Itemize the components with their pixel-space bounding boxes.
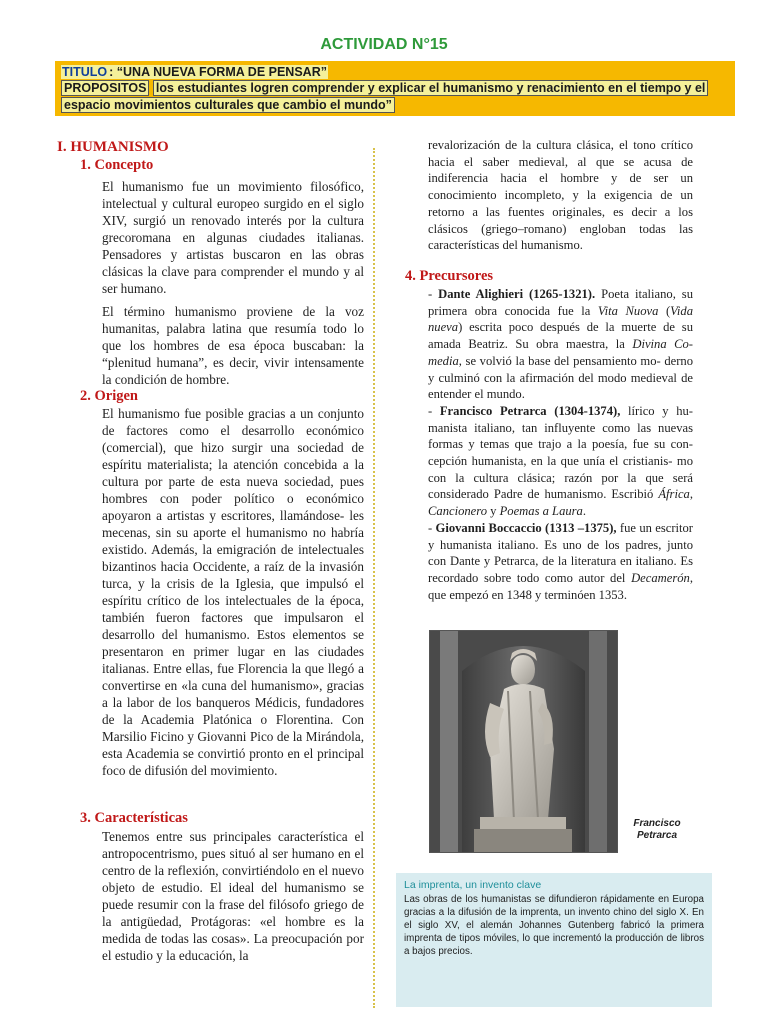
petrarca-work-cancionero: Cancionero bbox=[428, 504, 487, 519]
column-divider bbox=[373, 148, 375, 1008]
concepto-paragraph-1: El humanismo fue un movimiento filosófico, intelectual y cultural europeo surgido en el siglo XIV, surgió un renovado interés por la cultura grecoromana en algunas ciudades italianas. Pensadores y artistas buscaron en las obras clásicas la clave para comprender el mundo y al ser humano. bbox=[102, 179, 364, 296]
titulo-text: : “UNA NUEVA FORMA DE PENSAR” bbox=[109, 65, 327, 79]
banner-proposito-line1 bbox=[61, 81, 708, 95]
petrarca-name: Francisco Petrarca (1304-1374), bbox=[439, 403, 621, 418]
precursores-text bbox=[428, 286, 693, 603]
subheading-precursores: 4. Precursores bbox=[405, 268, 494, 284]
caracteristicas-text: Tenemos entre sus principales característica el antropocentrismo, pues situó al ser humano en el centro de la reflexión, convirtiéndolo en el nuevo objeto de estudio. El ideal del humanismo se puede resumir con la frase del filósofo griego de la antigüedad, Protágoras: «el hombre es la medida de todas las cosas». La preocupación por el estudio y la educación, la bbox=[102, 829, 364, 963]
precursor-boccaccio: - Giovanni Boccaccio (1313 –1375), fue un escritor y humanista italiano. Es uno de los padres, junto con Dante y Petrarca, de la literatura en italiano. Es recordado sobre todo como autor del Decamerón, que empezó en 1348 y terminóen 1353. bbox=[428, 520, 694, 602]
boccaccio-text-b: , que empezó en 1348 y terminóen 1353. bbox=[428, 570, 693, 602]
propositos-text-line1: los estudiantes logren comprender y explicar el humanismo y renacimiento en el tiempo y el bbox=[153, 80, 708, 96]
dante-work-divina-comedia: Divina Co- media bbox=[428, 337, 693, 368]
boccaccio-name: Giovanni Boccaccio (1313 –1375), bbox=[435, 520, 617, 535]
banner-proposito-line2 bbox=[61, 98, 395, 112]
petrarca-work-africa: África bbox=[658, 487, 690, 502]
dante-work-vida-nueva: Vida nueva bbox=[428, 303, 693, 335]
concepto-paragraph-2: El término humanismo proviene de la voz humanitas, palabra latina que resumía todo lo que los hombres de esa época buscaban: la “plenitud humana”, es decir, vivir intensamente la condición de hombre. bbox=[102, 304, 364, 387]
petrarca-statue-image bbox=[429, 630, 618, 853]
statue-illustration bbox=[430, 631, 617, 852]
dante-text-a: Poeta italiano, su primera obra conocida fue la bbox=[428, 287, 694, 318]
infobox-title: La imprenta, un invento clave bbox=[404, 879, 542, 891]
boccaccio-work-decameron: Decamerón bbox=[631, 570, 690, 585]
printing-press-infobox bbox=[396, 873, 712, 1007]
image-caption: Francisco Petrarca bbox=[633, 818, 681, 841]
title-banner bbox=[55, 61, 735, 116]
subheading-concepto: 1. Concepto bbox=[80, 157, 154, 173]
propositos-label: PROPOSITOS bbox=[61, 80, 149, 96]
origen-text: El humanismo fue posible gracias a un conjunto de factores como el desarrollo económico (comercial), que hizo surgir una sociedad de espíritu materialista; la atención concebida a la cultura por parte de esta nueva sociedad, pues hombres con poder político o económico apoyaron a artistas y escritores, llamándose- les mecenas, sin su aporte el humanismo no habría existido. Además, la emigración de intelectuales bizantinos hacia Occidente, a raíz de la invasión turca, y la crisis de la Iglesia, que impulsó el espíritu crítico de los intelectuales de la época, también fueron factores que impulsaron el desarrollo del humanismo. Estos elementos se presentaron en primer lugar en las ciudades italianas. Entre ellas, fue Florencia la que llegó a convertirse en «la cuna del humanismo», gracias a la labor de los banqueros Médicis, fundadores de la Academia Platónica o Florentina. Con Marsilio Ficino y Giovanni Pico de la Mirándola, esta Academia se convirtió pronto en el principal foco de difusión del movimiento. bbox=[102, 406, 364, 778]
petrarca-work-poemas: Poemas a Laura bbox=[499, 504, 583, 519]
boccaccio-text-a: fue un escritor y humanista italiano. Es uno de los padres, junto con Dante y Petrarca, de la literatura en italiano. Es recordado sobre todo como autor del bbox=[428, 520, 694, 585]
dante-work-vita-nuova: Vita Nuova bbox=[597, 303, 659, 318]
precursor-dante: - Dante Alighieri (1265-1321). Poeta italiano, su primera obra conocida fue la Vita Nuova (Vida nueva) escrita poco después de la muerte de su amada Beatriz. Su obra maestra, la Divina Co- media, se volvió la base del pensamiento mo- derno y culminó con la afirmación del modo medieval de entender el mundo. bbox=[428, 287, 694, 402]
section-heading-humanismo: I. HUMANISMO bbox=[57, 139, 169, 155]
caracteristicas-continuation: revalorización de la cultura clásica, el tono crítico hacia el saber medieval, al que se acusa de indiferencia hacia el hombre y de ser un conocimiento incompleto, y la exigencia de un retorno a las fuentes originales, es decir a los clásicos (griego–romano) engloban todas las características del humanismo. bbox=[428, 138, 693, 253]
banner-title-line bbox=[61, 65, 328, 79]
precursor-petrarca: - Francisco Petrarca (1304-1374), lírico y hu- manista italiano, tan influyente como las nuevas formas y temas que trajo a la poesía, fue su con- cepción humanista, en la que unía el cristianis- mo con la cultura clásica; razón por la que será considerado Padre de humanismo. Escribió África, Cancionero y Poemas a Laura. bbox=[428, 403, 693, 519]
dante-text-c: , se volvió la base del pensamiento mo- derno y culminó con la afirmación del modo medieval de entender el mundo. bbox=[428, 353, 693, 402]
dante-name: Dante Alighieri (1265-1321). bbox=[438, 287, 596, 301]
titulo-label: TITULO bbox=[62, 65, 108, 79]
subheading-origen: 2. Origen bbox=[80, 388, 138, 404]
dante-text-b: escrita poco después de la muerte de su amada Beatriz. Su obra maestra, la bbox=[428, 320, 693, 352]
propositos-text-line2: espacio movimientos culturales que cambio el mundo” bbox=[61, 97, 395, 113]
concepto-text bbox=[102, 178, 364, 388]
subheading-caracteristicas: 3. Características bbox=[80, 810, 188, 826]
activity-title: ACTIVIDAD N°15 bbox=[320, 36, 448, 53]
petrarca-text: lírico y hu- manista italiano, tan influyente como las nuevas formas y temas que trajo a la poesía, fue su con- cepción humanista, en la que unía el cristianis- mo con la cultura clásica; razón por la que será considerado Padre de humanismo. Escribió bbox=[428, 403, 693, 502]
infobox-body: Las obras de los humanistas se difundieron rápidamente en Europa gracias a la difusión de la imprenta, un invento chino del siglo X. En el siglo XV, el alemán Johannes Gutenberg fabricó la primera imprenta de tipos móviles, lo que incrementó la producción de libros a bajos precios. bbox=[404, 894, 704, 957]
